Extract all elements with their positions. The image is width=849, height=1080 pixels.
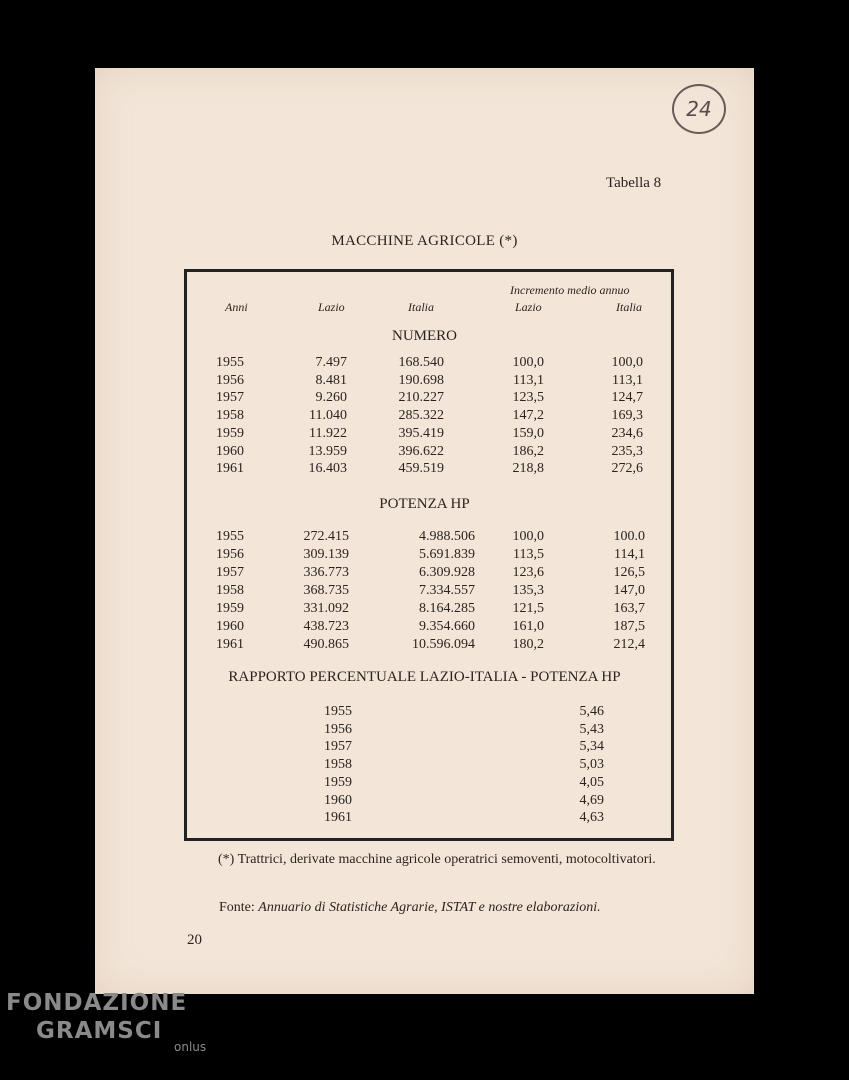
numero-cell-italia: 168.540 [398, 355, 444, 370]
potenza-cell-inc_lazio: 100,0 [512, 529, 544, 544]
numero-cell-year: 1955 [216, 355, 244, 370]
logo-line3: onlus [174, 1040, 207, 1054]
numero-cell-year: 1959 [216, 425, 244, 441]
numero-cell-inc_italia: 113,1 [612, 372, 643, 388]
rapporto-cell-year: 1958 [324, 757, 352, 773]
potenza-cell-italia: 5.691.839 [419, 547, 475, 562]
rapporto-cell-value: 4,69 [579, 792, 604, 808]
numero-cell-lazio: 16.403 [308, 461, 347, 477]
potenza-cell-inc_lazio: 135,3 [512, 583, 544, 598]
source-label: Fonte: [219, 900, 255, 915]
numero-cell-inc_italia: 234,6 [611, 425, 643, 441]
numero-cell-inc_italia: 272,6 [611, 461, 643, 477]
numero-cell-inc_italia: 235,3 [611, 443, 643, 459]
header-inc-lazio: Lazio [515, 300, 542, 314]
potenza-cell-italia: 7.334.557 [419, 583, 475, 598]
potenza-cell-lazio: 336.773 [303, 565, 349, 580]
page-number: 20 [187, 932, 202, 948]
potenza-cell-year: 1960 [216, 619, 244, 634]
potenza-cell-inc_lazio: 121,5 [512, 601, 544, 616]
rapporto-cell-value: 5,46 [579, 704, 604, 719]
numero-cell-inc_lazio: 159,0 [512, 425, 544, 441]
numero-cell-inc_lazio: 186,2 [512, 443, 544, 459]
source-line [219, 900, 601, 916]
potenza-cell-italia: 10.596.094 [412, 637, 475, 652]
potenza-cell-inc_italia: 187,5 [613, 619, 645, 634]
numero-cell-year: 1961 [216, 461, 244, 477]
potenza-cell-inc_lazio: 180,2 [512, 637, 544, 652]
rapporto-cell-value: 4,63 [579, 810, 604, 826]
numero-cell-inc_italia: 100,0 [611, 355, 643, 370]
potenza-cell-lazio: 368.735 [303, 583, 349, 598]
numero-cell-italia: 395.419 [398, 425, 444, 441]
potenza-cell-inc_italia: 114,1 [614, 547, 645, 562]
fondazione-gramsci-logo [6, 990, 206, 1054]
numero-cell-lazio: 11.040 [309, 408, 347, 424]
rapporto-cell-value: 4,05 [579, 774, 604, 790]
footnote: (*) Trattrici, derivate macchine agricole operatrici semoventi, motocoltivatori. [218, 852, 656, 867]
numero-cell-inc_italia: 169,3 [611, 408, 643, 424]
potenza-cell-lazio: 438.723 [303, 619, 349, 634]
numero-cell-year: 1960 [216, 443, 244, 459]
potenza-cell-year: 1957 [216, 565, 244, 580]
rapporto-cell-year: 1955 [324, 704, 352, 719]
numero-cell-italia: 396.622 [398, 443, 444, 459]
header-anni: Anni [225, 300, 248, 314]
rapporto-cell-value: 5,43 [579, 721, 604, 737]
logo-line1: FONDAZIONE [6, 990, 188, 1016]
potenza-cell-lazio: 272.415 [303, 529, 349, 544]
potenza-cell-year: 1955 [216, 529, 244, 544]
numero-cell-inc_lazio: 100,0 [512, 355, 544, 370]
potenza-cell-italia: 9.354.660 [419, 619, 475, 634]
rapporto-cell-value: 5,34 [579, 739, 604, 755]
numero-cell-lazio: 7.497 [315, 355, 347, 370]
potenza-cell-italia: 8.164.285 [419, 601, 475, 616]
handwritten-page-annotation: 24 [672, 84, 726, 134]
numero-cell-year: 1958 [216, 408, 244, 424]
potenza-cell-year: 1958 [216, 583, 244, 598]
rapporto-cell-year: 1960 [324, 792, 352, 808]
numero-cell-inc_lazio: 123,5 [512, 390, 544, 406]
potenza-cell-year: 1961 [216, 637, 244, 652]
potenza-cell-italia: 6.309.928 [419, 565, 475, 580]
potenza-cell-year: 1959 [216, 601, 244, 616]
numero-cell-inc_lazio: 113,1 [513, 372, 544, 388]
potenza-cell-lazio: 309.139 [303, 547, 349, 562]
numero-cell-inc_lazio: 147,2 [512, 408, 544, 424]
numero-cell-lazio: 11.922 [309, 425, 347, 441]
section-potenza-heading: POTENZA HP [379, 496, 470, 512]
rapporto-cell-year: 1959 [324, 774, 352, 790]
potenza-cell-inc_italia: 147,0 [613, 583, 645, 598]
potenza-cell-inc_lazio: 113,5 [513, 547, 544, 562]
potenza-cell-italia: 4.988.506 [419, 529, 475, 544]
header-inc-italia: Italia [616, 300, 642, 314]
potenza-cell-inc_italia: 100.0 [613, 529, 645, 544]
numero-cell-year: 1956 [216, 372, 244, 388]
potenza-cell-lazio: 331.092 [303, 601, 349, 616]
numero-cell-lazio: 8.481 [315, 372, 347, 388]
table-label: Tabella 8 [606, 175, 662, 191]
numero-cell-italia: 190.698 [398, 372, 444, 388]
potenza-cell-inc_italia: 212,4 [613, 637, 645, 652]
potenza-cell-lazio: 490.865 [303, 637, 349, 652]
header-italia: Italia [408, 300, 434, 314]
potenza-cell-inc_italia: 126,5 [613, 565, 645, 580]
potenza-cell-year: 1956 [216, 547, 244, 562]
section-numero-heading: NUMERO [391, 328, 457, 344]
numero-cell-inc_lazio: 218,8 [512, 461, 544, 477]
table-title: MACCHINE AGRICOLE (*) [331, 233, 518, 249]
header-lazio: Lazio [318, 300, 345, 314]
numero-cell-year: 1957 [216, 390, 244, 406]
header-incremento: Incremento medio annuo [510, 283, 630, 297]
rapporto-cell-year: 1956 [324, 721, 352, 737]
numero-cell-lazio: 9.260 [315, 390, 347, 406]
numero-cell-italia: 210.227 [398, 390, 444, 406]
rapporto-cell-year: 1957 [324, 739, 352, 755]
numero-cell-inc_italia: 124,7 [611, 390, 643, 406]
numero-cell-italia: 459.519 [398, 461, 444, 477]
rapporto-cell-year: 1961 [324, 810, 352, 826]
potenza-cell-inc_lazio: 123,6 [512, 565, 544, 580]
numero-cell-italia: 285.322 [398, 408, 444, 424]
logo-line2: GRAMSCI [36, 1018, 163, 1044]
potenza-cell-inc_italia: 163,7 [613, 601, 645, 616]
potenza-cell-inc_lazio: 161,0 [512, 619, 544, 634]
section-rapporto-heading: RAPPORTO PERCENTUALE LAZIO-ITALIA - POTENZA HP [228, 669, 621, 685]
numero-cell-lazio: 13.959 [308, 443, 347, 459]
rapporto-cell-value: 5,03 [579, 757, 604, 773]
source-text: Annuario di Statistiche Agrarie, ISTAT e nostre elaborazioni. [258, 900, 601, 915]
